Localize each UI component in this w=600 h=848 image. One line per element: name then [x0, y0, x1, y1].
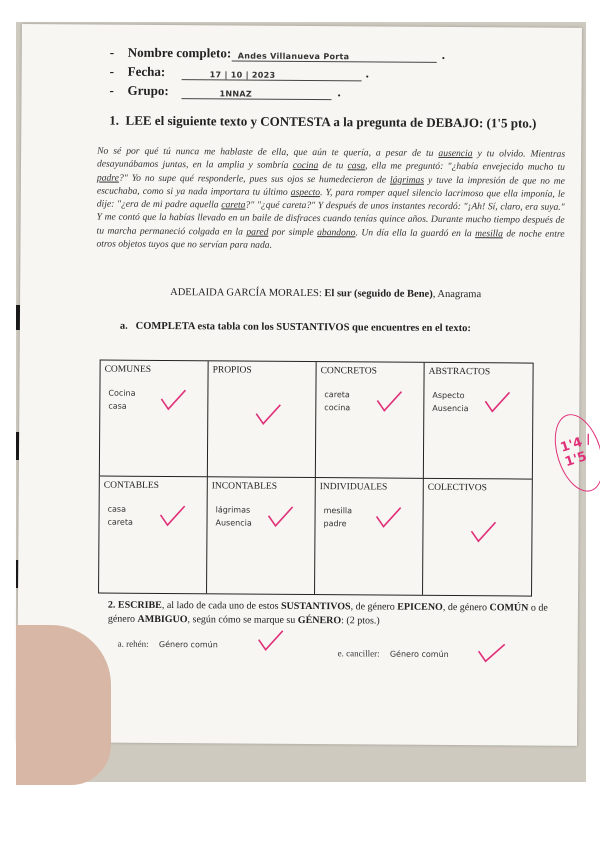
cell-entries	[324, 388, 350, 414]
passage-text: ?" Yo no supe qué responderle, pues sus ojos se humedecieron de	[118, 172, 391, 186]
noun-entry: casa	[108, 401, 127, 411]
passage-text: y tuve la impresión de que no me escuchaba, como si ya nada importara tu último	[96, 174, 565, 198]
date-value: 17 | 10 | 2023	[209, 70, 276, 80]
underlined-noun: casa	[347, 160, 366, 172]
underlined-noun: lágrimas	[389, 174, 425, 186]
noun-entry: careta	[324, 390, 350, 400]
underlined-noun: ausencia	[438, 147, 473, 160]
source-work: El sur (seguido de Bene)	[324, 288, 433, 300]
passage-text: , ella me preguntó: "¿había envejecido mucho tu	[365, 160, 566, 174]
cell-entries	[432, 389, 468, 415]
noun-entry: careta	[107, 517, 133, 527]
underlined-noun: abandono	[317, 226, 356, 239]
question-text: LEE el siguiente texto y CONTESTA a la pregunta de DEBAJO: (1'5 pto.)	[125, 112, 537, 131]
checkmark-icon	[482, 389, 512, 415]
column-header: PROPIOS	[212, 365, 252, 376]
group-line	[181, 98, 331, 100]
noun-entry: cocina	[324, 403, 351, 413]
checkmark-icon	[374, 388, 404, 414]
column-header: INDIVIDUALES	[319, 482, 388, 493]
column-header: CONTABLES	[103, 480, 160, 491]
answer-value: Género común	[389, 649, 449, 659]
answer-label: e. canciller:	[337, 648, 380, 659]
table-cell	[207, 477, 316, 594]
group-row	[109, 83, 529, 105]
table-cell	[99, 477, 208, 594]
passage-text: No sé por qué tú nunca me hablaste de ella, que aún te quería, a pesar de tu	[97, 145, 439, 159]
source-publisher: , Anagrama	[432, 288, 482, 301]
passage-source	[170, 287, 481, 300]
bullet-dash: -	[109, 82, 114, 98]
passage-text: ?" "¿qué careta?" Y después de unos instantes recordó: "¡Ah! Sí, claro, era suya." Y me contó que la habías llevado en un baile de disfraces cuando tenías quince años. Durante mucho tiempo después de tu marcha permaneció colgada en la	[96, 199, 565, 238]
cell-entries	[215, 503, 251, 529]
underlined-noun: pared	[246, 226, 269, 238]
question-number: 2.	[107, 599, 116, 611]
underlined-noun: careta	[221, 199, 246, 211]
table-cell	[315, 478, 424, 595]
q2-part: SUSTANTIVOS	[280, 600, 351, 613]
question-1-title	[109, 113, 536, 132]
date-end: .	[365, 65, 369, 81]
student-info	[109, 45, 529, 105]
table-cell	[208, 361, 317, 478]
cell-entries	[323, 504, 352, 530]
checkmark-icon	[265, 504, 295, 530]
column-header: ABSTRACTOS	[428, 366, 491, 378]
q2-part: , según cómo se marque su	[187, 614, 298, 626]
passage-text: . Un día ella la guardó en la	[355, 227, 476, 239]
noun-entry: mesilla	[323, 506, 353, 516]
table-cell	[316, 362, 425, 479]
column-header: INCONTABLES	[211, 481, 278, 492]
group-value: 1NNAZ	[219, 89, 253, 99]
table-cell	[423, 479, 532, 596]
question-1a	[120, 321, 471, 334]
underlined-noun: cocina	[292, 160, 319, 172]
hand-holding-paper	[16, 625, 111, 785]
noun-entry: Ausencia	[432, 403, 469, 414]
column-header: COLECTIVOS	[427, 482, 487, 494]
subquestion-text: COMPLETA esta tabla con los SUSTANTIVOS que encuentres en el texto:	[135, 320, 471, 335]
passage-text: por simple	[268, 226, 318, 238]
underlined-noun: mesilla	[475, 227, 503, 240]
date-label: Fecha:	[127, 63, 166, 80]
checkmark-icon	[373, 504, 403, 530]
bullet-dash: -	[109, 63, 115, 79]
grade-mark	[546, 408, 600, 498]
answer-value: Género común	[158, 639, 218, 650]
checkmark-icon	[157, 503, 187, 529]
column-header: CONCRETOS	[320, 366, 377, 377]
q2-part: ESCRIBE	[117, 599, 162, 611]
passage-text: de noche entre otros objetos tuyos que no servían para nada.	[96, 228, 565, 251]
exam-sheet	[17, 24, 594, 746]
underlined-noun: aspecto	[290, 186, 321, 198]
noun-entry: Ausencia	[215, 518, 252, 528]
table-cell	[100, 361, 209, 478]
q2-part: , al lado de cada uno de estos	[161, 599, 282, 612]
bullet-dash: -	[109, 44, 115, 60]
q2-part: o de género	[107, 602, 548, 625]
noun-entry: Cocina	[108, 388, 136, 398]
reading-passage	[96, 145, 565, 255]
name-end: .	[441, 46, 446, 62]
source-author: ADELAIDA GARCÍA MORALES:	[170, 287, 322, 300]
noun-entry: Aspecto	[432, 390, 465, 401]
q2-part: AMBIGUO	[137, 613, 188, 626]
group-end: .	[337, 84, 341, 100]
q2-part: , de género	[350, 601, 398, 613]
name-label: Nombre completo:	[127, 44, 232, 61]
column-header: COMUNES	[104, 364, 152, 375]
checkmark-icon	[158, 387, 188, 413]
noun-entry: padre	[323, 519, 347, 529]
grade-value: 1'4 / 1'5	[558, 432, 594, 471]
q2-part: , de género	[442, 601, 490, 614]
noun-entry: lágrimas	[215, 505, 251, 515]
answer-label: a. rehén:	[117, 638, 149, 649]
checkmark-icon	[253, 402, 283, 428]
group-label: Grupo:	[127, 82, 169, 99]
question-2	[108, 599, 548, 630]
nouns-table	[98, 360, 534, 597]
passage-text: y tu olvido. Mientras desayunábamos juntas, en la amplia y sombría	[96, 148, 566, 172]
cell-entries	[107, 503, 133, 529]
q2-part: COMÚN	[489, 602, 529, 614]
checkmark-icon	[468, 519, 498, 545]
underlined-noun: padre	[96, 172, 119, 184]
noun-entry: casa	[107, 504, 127, 514]
checkmark-icon	[476, 639, 508, 665]
answer-row	[118, 639, 218, 650]
passage-text: . Y, para romper aquel silencio lacrimoso que ella imponía, le dije: "¿era de mi padre aquella	[96, 186, 565, 211]
q2-part: EPICENO	[397, 601, 443, 613]
subquestion-letter: a.	[119, 320, 128, 332]
cell-entries	[108, 387, 135, 413]
passage-text: de tu	[318, 160, 348, 172]
name-value: Andes Villanueva Porta	[237, 51, 350, 62]
answer-row	[338, 648, 449, 659]
question-number: 1.	[109, 112, 120, 128]
q2-part: : (2 ptos.)	[341, 615, 380, 627]
checkmark-icon	[256, 628, 286, 654]
q2-part: GÉNERO	[297, 614, 342, 627]
table-cell	[424, 363, 533, 480]
